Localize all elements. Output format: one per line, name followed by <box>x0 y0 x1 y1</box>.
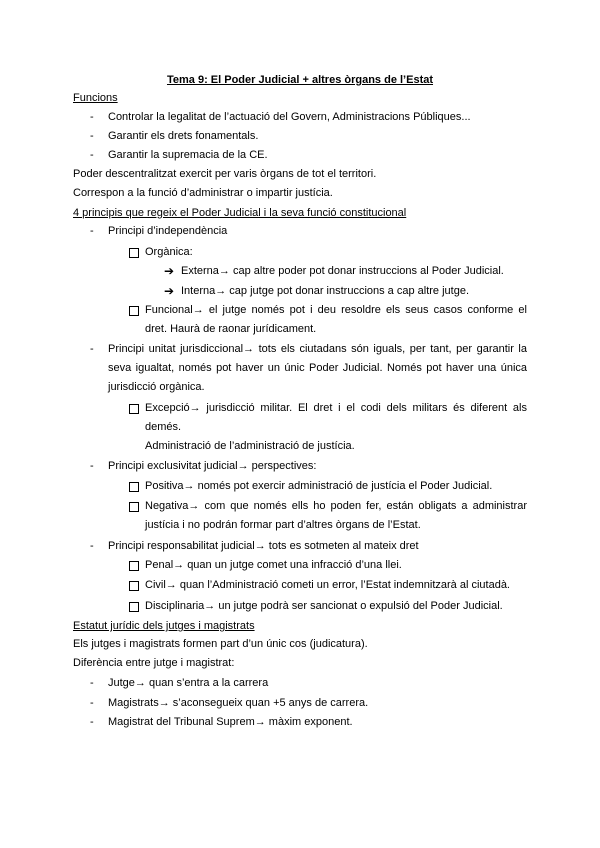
bullet-dash: - <box>90 460 94 472</box>
checkbox-icon <box>129 248 139 258</box>
checkbox-item-text-continued: justícia i no podrán formar part d’altres òrgans de l’Estat. <box>145 519 421 531</box>
list-item-independencia <box>0 222 600 241</box>
checkbox-item-funcional <box>0 301 600 320</box>
checkbox-item-text: Orgànica: <box>145 246 193 258</box>
bullet-dash: - <box>90 716 94 728</box>
list-item-text-continued: jurisdicció orgànica. <box>108 381 205 393</box>
checkbox-item-organica <box>0 243 600 262</box>
arrow-item-externa <box>0 262 600 281</box>
list-item <box>0 108 600 127</box>
checkbox-icon <box>129 306 139 316</box>
bullet-dash: - <box>90 343 94 355</box>
list-item <box>0 713 600 732</box>
arrow-right-icon: ➔ <box>164 284 175 298</box>
checkbox-item-text: Negativa→ com que només ells ho poden fer, están obligats a administrar <box>145 500 527 512</box>
list-item-responsabilitat <box>0 537 600 556</box>
checkbox-icon <box>129 561 139 571</box>
checkbox-icon <box>129 602 139 612</box>
checkbox-item-disciplinaria <box>0 597 600 616</box>
section-heading-estatut: Estatut jurídic dels jutges i magistrats <box>73 620 255 632</box>
paragraph: Els jutges i magistrats formen part d’un únic cos (judicatura). <box>73 638 368 650</box>
list-item-continued <box>0 359 600 378</box>
paragraph: Poder descentralitzat exercit per varis òrgans de tot el territori. <box>73 168 377 180</box>
bullet-dash: - <box>90 149 94 161</box>
checkbox-item-excepcio <box>0 399 600 418</box>
bullet-dash: - <box>90 677 94 689</box>
checkbox-item-text: Penal→ quan un jutge comet una infracció d’una llei. <box>145 559 402 571</box>
checkbox-item-text: Civil→ quan l’Administració cometi un error, l’Estat indemnitzarà al ciutadà. <box>145 579 510 591</box>
list-item-text: Magistrats→ s’aconsegueix quan +5 anys de carrera. <box>108 697 369 709</box>
checkbox-item-civil <box>0 576 600 595</box>
arrow-item-interna <box>0 282 600 301</box>
list-item <box>0 674 600 693</box>
list-item-text: Principi unitat jurisdiccional→ tots els ciutadans són iguals, per tant, per garantir la <box>108 343 527 355</box>
arrow-item-text: Externa→ cap altre poder pot donar instruccions al Poder Judicial. <box>181 265 504 277</box>
checkbox-item-positiva <box>0 477 600 496</box>
section-heading-principis: 4 principis que regeix el Poder Judicial i la seva funció constitucional <box>73 207 407 219</box>
checkbox-item-text: Disciplinaria→ un jutge podrà ser sancionat o expulsió del Poder Judicial. <box>145 600 503 612</box>
list-item-text: Principi exclusivitat judicial→ perspectives: <box>108 460 317 472</box>
checkbox-item-text-continued: demés. <box>145 421 182 433</box>
checkbox-icon <box>129 581 139 591</box>
list-item-text: Garantir els drets fonamentals. <box>108 130 259 142</box>
list-item <box>0 146 600 165</box>
checkbox-item-penal <box>0 556 600 575</box>
checkbox-icon <box>129 502 139 512</box>
paragraph: Diferència entre jutge i magistrat: <box>73 657 235 669</box>
list-item <box>0 127 600 146</box>
bullet-dash: - <box>90 225 94 237</box>
checkbox-item-text: Excepció→ jurisdicció militar. El dret i el codi dels militars és diferent als <box>145 402 527 414</box>
section-heading-funcions: Funcions <box>73 92 118 104</box>
checkbox-icon <box>129 482 139 492</box>
bullet-dash: - <box>90 130 94 142</box>
list-item-exclusivitat <box>0 457 600 476</box>
list-item-text: Principi d’independència <box>108 225 228 237</box>
checkbox-item-text: Funcional→ el jutge només pot i deu resoldre els seus casos conforme el <box>145 304 527 316</box>
list-item-text: Jutge→ quan s’entra a la carrera <box>108 677 269 689</box>
document-title: Tema 9: El Poder Judicial + altres òrgans de l’Estat <box>166 74 434 86</box>
checkbox-item-text-continued: Administració de l’administració de justícia. <box>145 440 355 452</box>
checkbox-icon <box>129 404 139 414</box>
list-item <box>0 694 600 713</box>
bullet-dash: - <box>90 111 94 123</box>
checkbox-item-text: Positiva→ només pot exercir administració de justícia el Poder Judicial. <box>145 480 493 492</box>
list-item-text: Magistrat del Tribunal Suprem→ màxim exponent. <box>108 716 353 728</box>
arrow-right-icon: ➔ <box>164 264 175 278</box>
checkbox-item-negativa <box>0 497 600 516</box>
paragraph: Correspon a la funció d’administrar o impartir justícia. <box>73 187 333 199</box>
arrow-item-text: Interna→ cap jutge pot donar instruccions a cap altre jutge. <box>181 285 470 297</box>
bullet-dash: - <box>90 697 94 709</box>
list-item-text: Garantir la supremacia de la CE. <box>108 149 268 161</box>
list-item-text: Controlar la legalitat de l’actuació del Govern, Administracions Públiques... <box>108 111 471 123</box>
bullet-dash: - <box>90 540 94 552</box>
list-item-unitat <box>0 340 600 359</box>
list-item-text: Principi responsabilitat judicial→ tots es sotmeten al mateix dret <box>108 540 419 552</box>
list-item-text: seva igualtat, només pot haver un únic Poder Judicial. Només pot haver una única <box>108 362 527 374</box>
checkbox-item-text-continued: dret. Haurà de raonar jurídicament. <box>145 323 317 335</box>
